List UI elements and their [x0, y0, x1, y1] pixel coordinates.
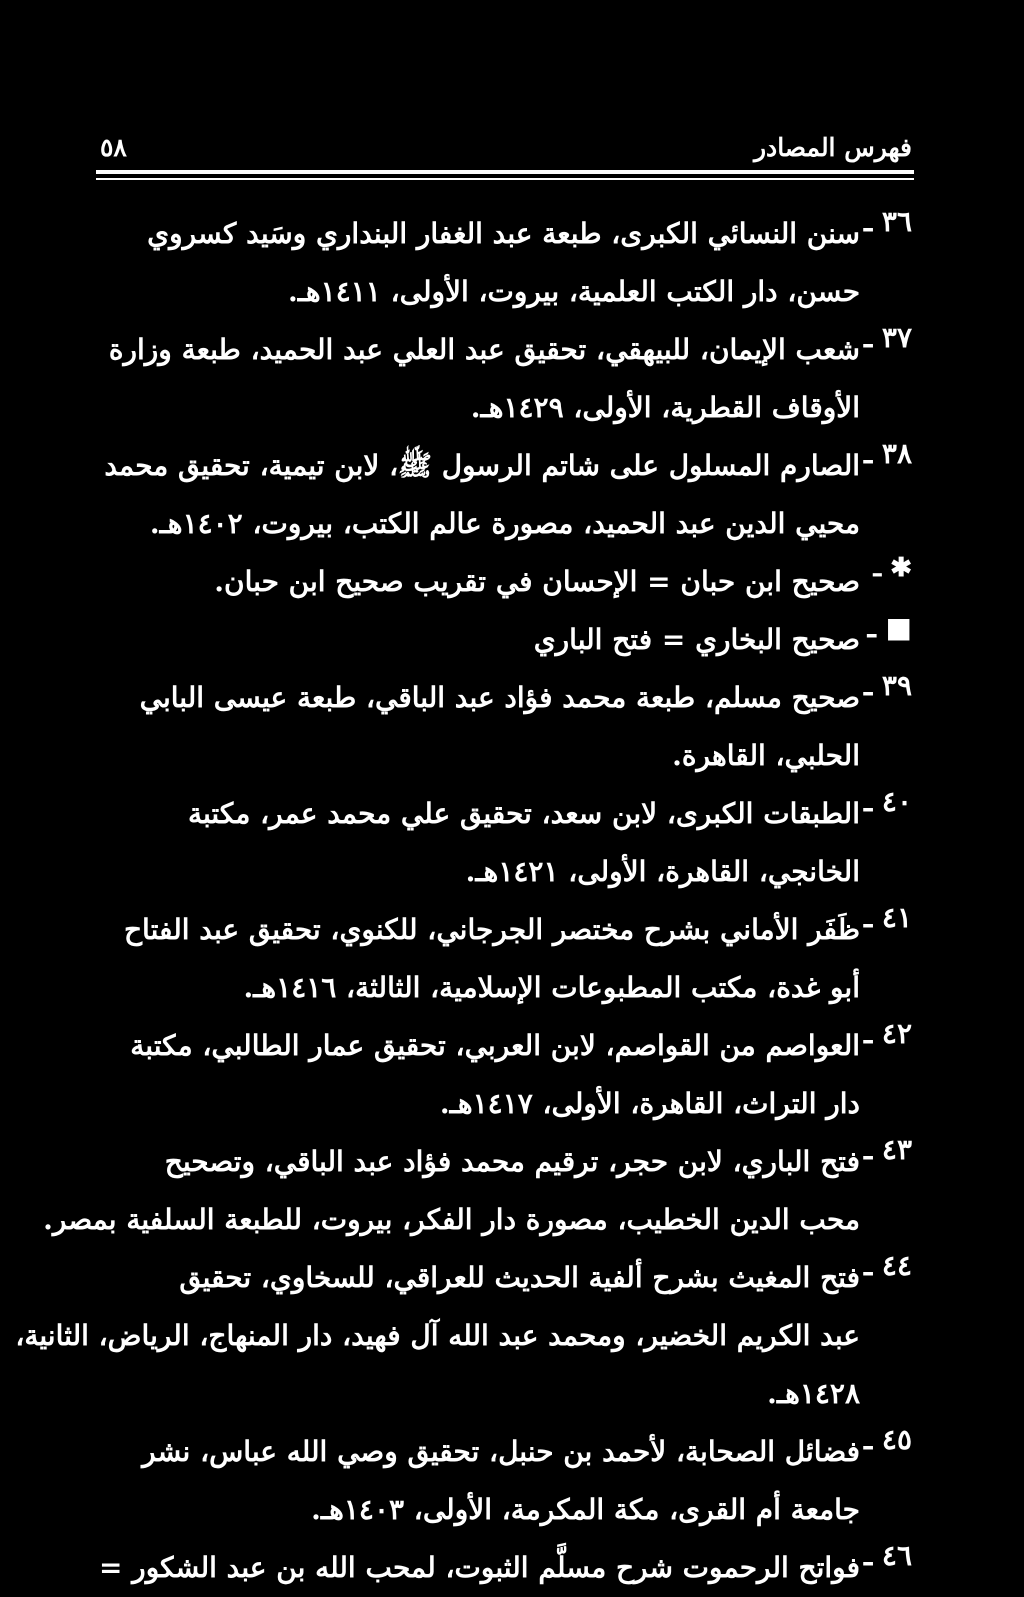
entry-line: صحيح البخاري = فتح الباري: [533, 623, 860, 656]
entry-number: ٤٢ ـ: [863, 1017, 912, 1050]
header-rule-thin: [96, 178, 914, 180]
bibliography-entry: [15, 1249, 912, 1423]
entry-line: فضائل الصحابة، لأحمد بن حنبل، تحقيق وصي الله عباس، نشر: [142, 1435, 860, 1468]
entry-line: الطبقات الكبرى، لابن سعد، تحقيق علي محمد عمر، مكتبة: [187, 797, 860, 830]
entry-line: العواصم من القواصم، لابن العربي، تحقيق عمار الطالبي، مكتبة: [130, 1029, 860, 1062]
cross-reference-entry: [100, 553, 912, 611]
bibliography-entry: [100, 1423, 912, 1539]
bibliography-entry: [100, 1017, 912, 1133]
entry-number: ٣٦ ـ: [863, 205, 912, 238]
entry-line: سنن النسائي الكبرى، طبعة عبد الغفار البنداري وسَيد كسروي: [147, 217, 860, 250]
entry-line: فتح الباري، لابن حجر، ترقيم محمد فؤاد عبد الباقي، وتصحيح: [164, 1145, 860, 1178]
page-header: [100, 122, 912, 162]
entry-number: ٤٦ ـ: [863, 1539, 912, 1572]
entry-number: ٤٣ ـ: [863, 1133, 912, 1166]
entry-number: ٤٤ ـ: [863, 1249, 912, 1282]
bibliography-entry: [100, 205, 912, 321]
entry-line: حسن، دار الكتب العلمية، بيروت، الأولى، ١٤١١هـ.: [287, 275, 860, 308]
entry-line: محيي الدين عبد الحميد، مصورة عالم الكتب، بيروت، ١٤٠٢هـ.: [149, 507, 860, 540]
header-rule-thick: [96, 170, 914, 174]
bibliography-entry: [100, 437, 912, 553]
entry-line: الأوقاف القطرية، الأولى، ١٤٢٩هـ.: [470, 391, 860, 424]
square-marker: ■ ـ: [867, 611, 912, 644]
entry-line: أبو غدة، مكتب المطبوعات الإسلامية، الثالثة، ١٤١٦هـ.: [243, 971, 860, 1004]
entry-number: ٤٠ ـ: [863, 785, 912, 818]
entry-line: ١٤٢٨هـ.: [767, 1377, 860, 1410]
entry-line: صحيح مسلم، طبعة محمد فؤاد عبد الباقي، طبعة عيسى البابي: [139, 681, 860, 714]
entry-line: عبد الكريم الخضير، ومحمد عبد الله آل فهيد، دار المنهاج، الرياض، الثانية،: [15, 1319, 860, 1352]
entry-number: ٣٩ ـ: [863, 669, 912, 702]
asterisk-marker: ✱ ـ: [873, 553, 912, 583]
entry-line: شعب الإيمان، للبيهقي، تحقيق عبد العلي عبد الحميد، طبعة وزارة: [108, 333, 860, 366]
running-title: فهرس المصادر: [753, 133, 912, 162]
entry-line: الصارم المسلول على شاتم الرسول ﷺ، لابن تيمية، تحقيق محمد: [104, 449, 860, 482]
bibliography-entry: [100, 321, 912, 437]
cross-reference-entry: [100, 611, 912, 669]
bibliography-entry: [43, 1133, 912, 1249]
bibliography-entry: [100, 785, 912, 901]
entry-number: ٣٨ ـ: [863, 437, 912, 470]
bibliography-entry: [100, 1539, 912, 1597]
entry-line: صحيح ابن حبان = الإحسان في تقريب صحيح ابن حبان.: [214, 565, 860, 598]
bibliography-list: [15, 205, 912, 1597]
entry-line: ظَفَر الأماني بشرح مختصر الجرجاني، للكنوي، تحقيق عبد الفتاح: [123, 913, 860, 946]
entry-line: فواتح الرحموت شرح مسلَّم الثبوت، لمحب الله بن عبد الشكور =: [98, 1551, 860, 1584]
page-number: ٥٨: [100, 133, 127, 162]
entry-number: ٤١ ـ: [863, 901, 912, 934]
bibliography-entry: [100, 669, 912, 785]
entry-line: الحلبي، القاهرة.: [672, 739, 860, 772]
entry-number: ٤٥ ـ: [863, 1423, 912, 1456]
entry-line: الخانجي، القاهرة، الأولى، ١٤٢١هـ.: [465, 855, 860, 888]
entry-number: ٣٧ ـ: [863, 321, 912, 354]
entry-line: دار التراث، القاهرة، الأولى، ١٤١٧هـ.: [439, 1087, 860, 1120]
entry-line: فتح المغيث بشرح ألفية الحديث للعراقي، للسخاوي، تحقيق: [179, 1261, 860, 1294]
bibliography-entry: [100, 901, 912, 1017]
entry-line: جامعة أم القرى، مكة المكرمة، الأولى، ١٤٠٣هـ.: [311, 1493, 860, 1526]
entry-line: محب الدين الخطيب، مصورة دار الفكر، بيروت، للطبعة السلفية بمصر.: [43, 1203, 860, 1236]
